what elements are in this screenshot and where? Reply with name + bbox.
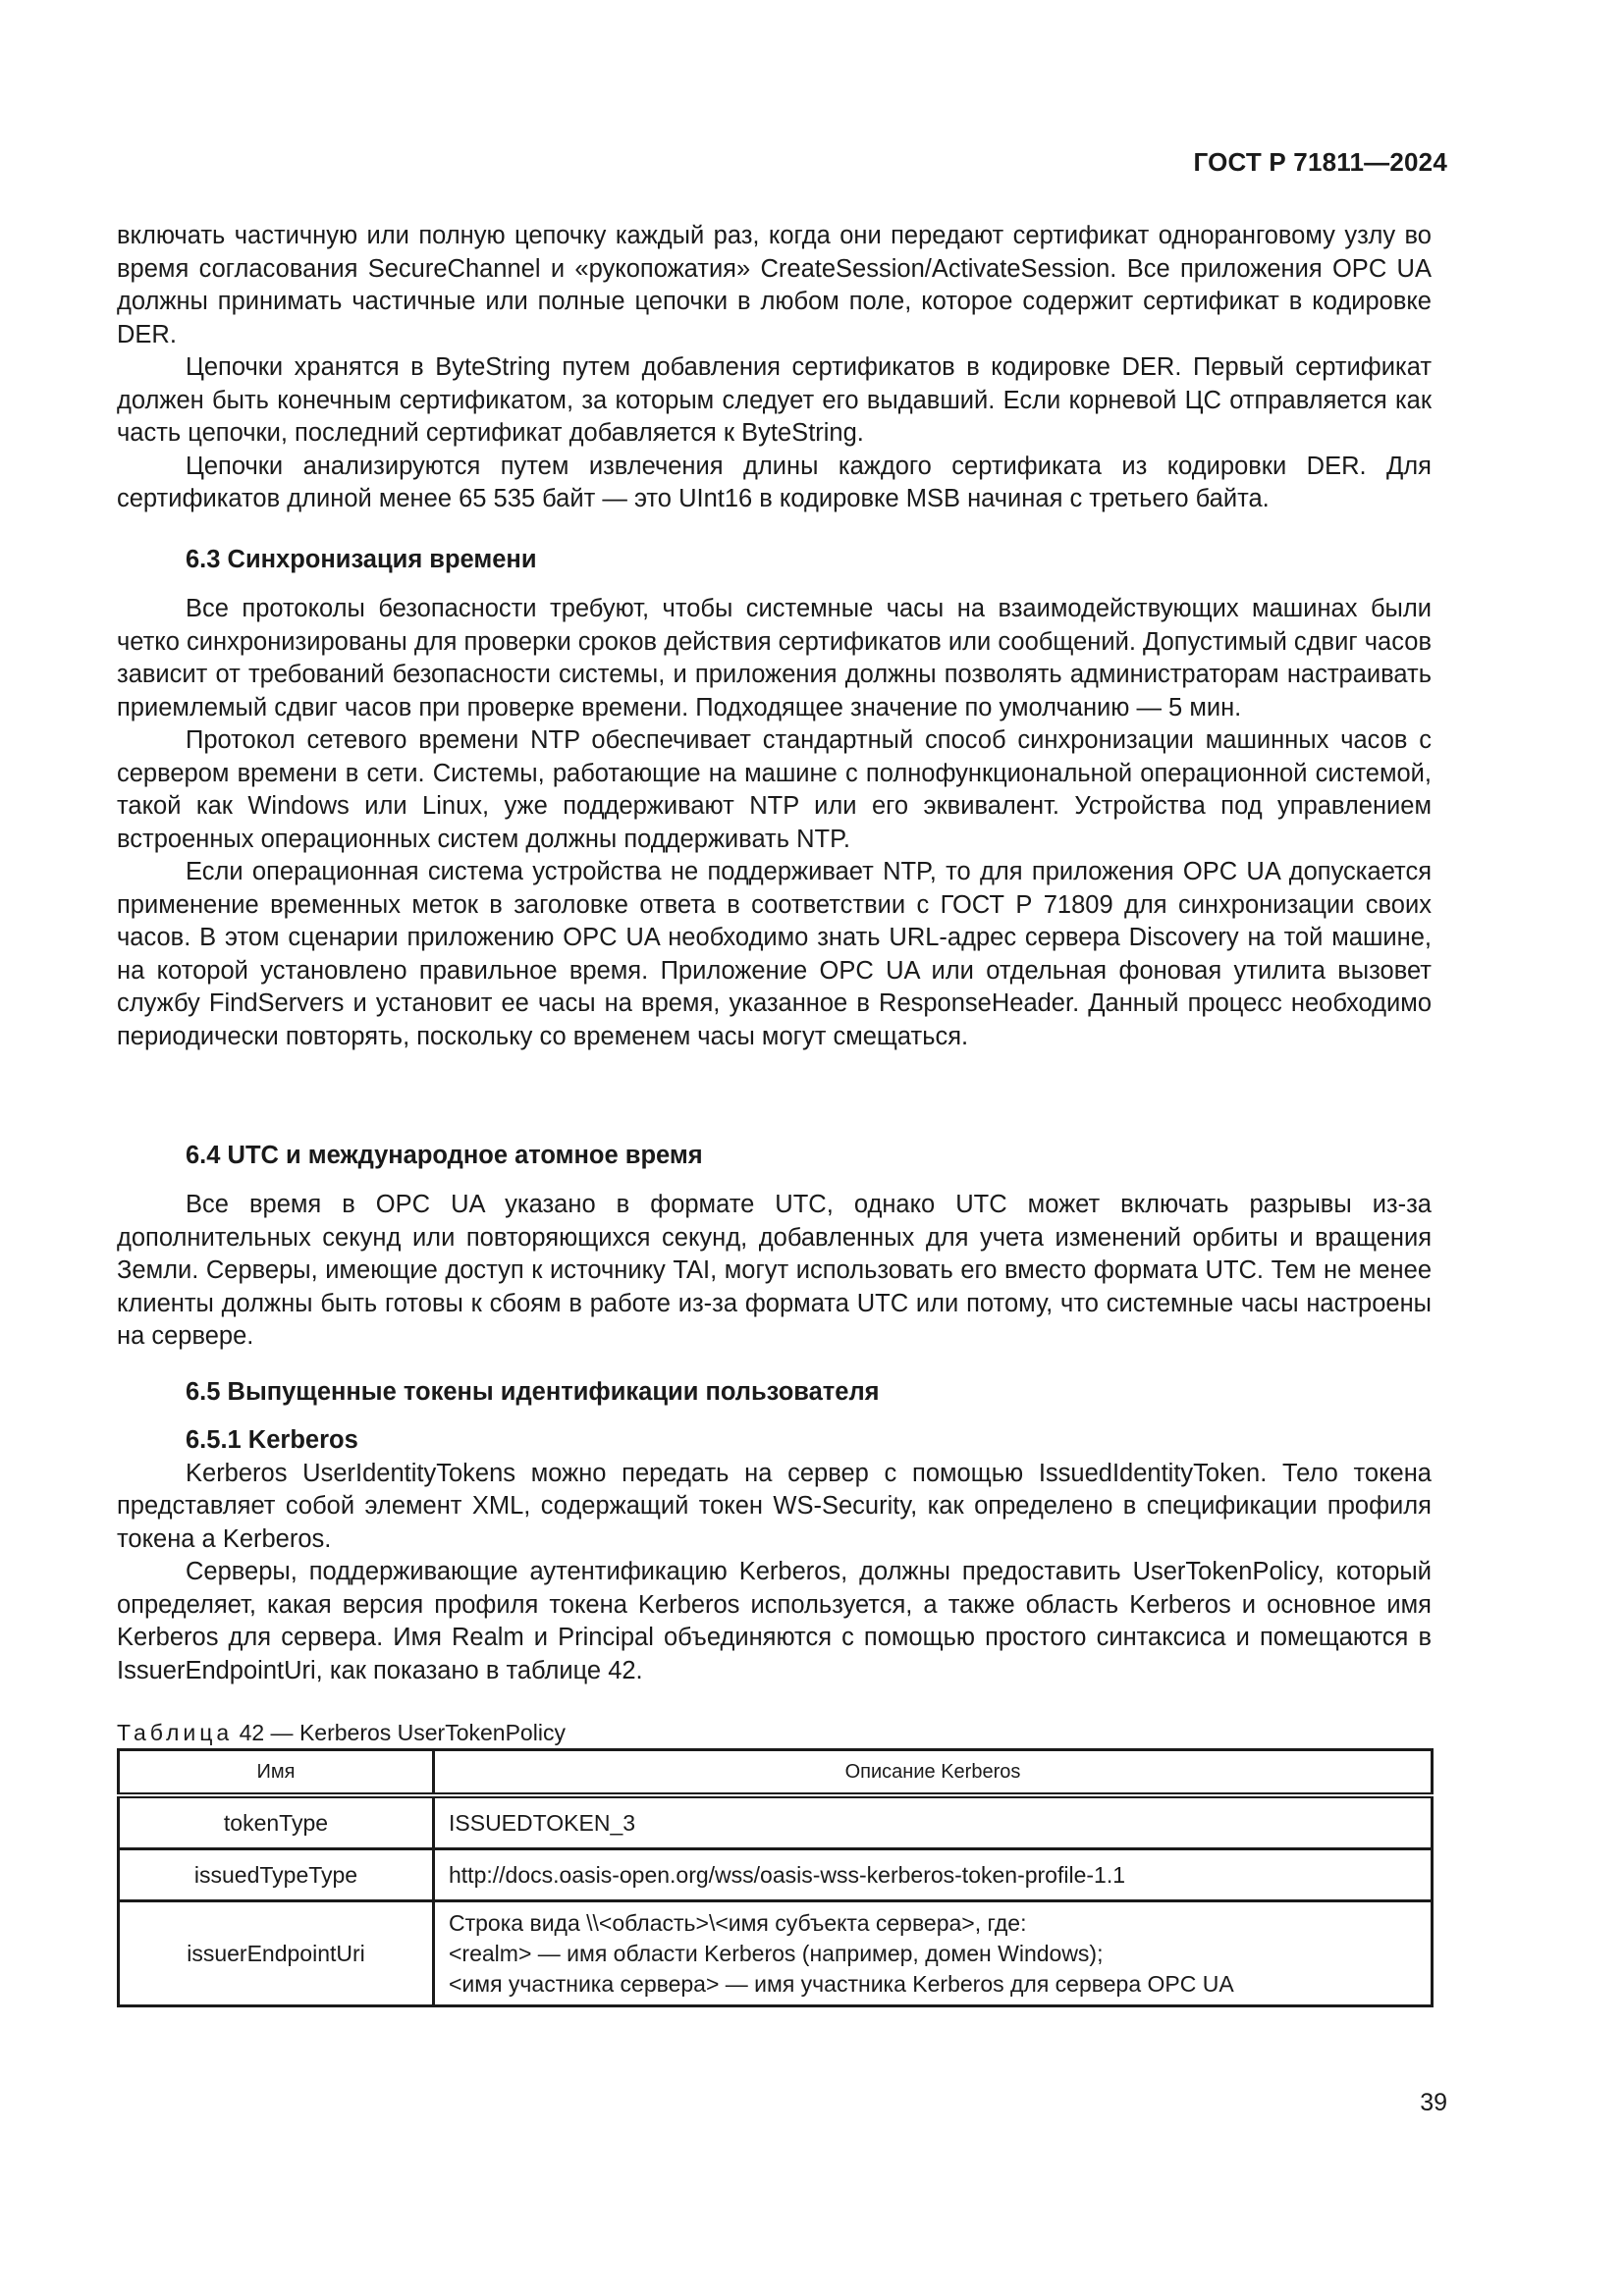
section-6-4-body — [117, 1189, 1432, 1354]
section-heading: 6.3 Синхронизация времени — [186, 546, 537, 573]
paragraph-chain-continuation — [117, 220, 1432, 516]
table-caption-prefix: Таблица — [117, 1720, 234, 1745]
section-6-5 — [117, 1376, 1432, 1410]
standard-id-header: ГОСТ Р 71811—2024 — [1193, 147, 1447, 177]
paragraph: Kerberos UserIdentityTokens можно передать на сервер с помощью IssuedIdentityToken. Тело токена представляет собой элемент XML, содержащий токен WS-Security, как определено в спецификации профиля токена а Kerberos. — [117, 1459, 1432, 1553]
description-line: <realm> — имя области Kerberos (например, домен Windows); — [449, 1940, 1104, 1966]
section-6-4 — [117, 1140, 1432, 1173]
section-heading: 6.5 Выпущенные токены идентификации пользователя — [186, 1378, 880, 1406]
table-row — [119, 1795, 1433, 1849]
cell-name: tokenType — [119, 1795, 434, 1849]
paragraph: включать частичную или полную цепочку каждый раз, когда они передают сертификат одноранговому узлу во время согласования SecureChannel и «рукопожатия» CreateSession/ActivateSession. Все приложения OPC UA должны принимать частичные или полные цепочки в любом поле, которое содержит сертификат в кодировке DER. — [117, 222, 1432, 348]
table-row — [119, 1849, 1433, 1901]
section-6-3 — [117, 544, 1432, 577]
cell-name: issuedTypeType — [119, 1849, 434, 1901]
table-caption — [117, 1718, 566, 1747]
subsection-heading: 6.5.1 Kerberos — [186, 1426, 358, 1454]
cell-name: issuerEndpointUri — [119, 1901, 434, 2006]
section-6-3-body — [117, 593, 1432, 1053]
description-line: Строка вида \\<область>\<имя субъекта сервера>, где: — [449, 1909, 1027, 1936]
cell-description — [434, 1901, 1433, 2006]
paragraph: Если операционная система устройства не поддерживает NTP, то для приложения OPC UA допускается применение временных меток в заголовке ответа в соответствии с ГОСТ Р 71809 для синхронизации своих часов. В этом сценарии приложению OPC UA необходимо знать URL-адрес сервера Discovery на той машине, на которой установлено правильное время. Приложение OPC UA или отдельная фоновая утилита вызовет службу FindServers и установит ее часы на время, указанное в ResponseHeader. Данный процесс необходимо периодически повторять, поскольку со временем часы могут смещаться. — [117, 858, 1432, 1050]
column-header-name: Имя — [119, 1750, 434, 1796]
section-heading: 6.4 UTC и международное атомное время — [186, 1142, 703, 1169]
paragraph: Протокол сетевого времени NTP обеспечивает стандартный способ синхронизации машинных часов с сервером времени в сети. Системы, работающие на машине с полнофункциональной операционной системой, такой как Windows или Linux, уже поддерживают NTP или его эквивалент. Устройства под управлением встроенных операционных систем должны поддерживать NTP. — [117, 726, 1432, 853]
table-row — [119, 1901, 1433, 2006]
paragraph: Все время в OPC UA указано в формате UTC, однако UTC может включать разрывы из-за дополнительных секунд или повторяющихся секунд, добавленных для учета изменений орбиты и вращения Земли. Серверы, имеющие доступ к источнику TAI, могут использовать его вместо формата UTC. Тем не менее клиенты должны быть готовы к сбоям в работе из-за формата UTC или потому, что системные часы настроены на сервере. — [117, 1191, 1432, 1350]
paragraph: Серверы, поддерживающие аутентификацию Kerberos, должны предоставить UserTokenPolicy, который определяет, какая версия профиля токена Kerberos используется, а также область Kerberos и основное имя Kerberos для сервера. Имя Realm и Principal объединяются с помощью простого синтаксиса и помещаются в IssuerEndpointUri, как показано в таблице 42. — [117, 1558, 1432, 1684]
paragraph: Цепочки анализируются путем извлечения длины каждого сертификата из кодировки DER. Для сертификатов длиной менее 65 535 байт — это UInt16 в кодировке MSB начиная с третьего байта. — [117, 452, 1432, 512]
kerberos-usertokenpolicy-table — [117, 1748, 1434, 2007]
cell-description: http://docs.oasis-open.org/wss/oasis-wss-kerberos-token-profile-1.1 — [434, 1849, 1433, 1901]
paragraph: Все протоколы безопасности требуют, чтобы системные часы на взаимодействующих машинах были четко синхронизированы для проверки сроков действия сертификатов или сообщений. Допустимый сдвиг часов зависит от требований безопасности системы, и приложения должны позволять администраторам настраивать приемлемый сдвиг часов при проверке времени. Подходящее значение по умолчанию — 5 мин. — [117, 595, 1432, 721]
paragraph: Цепочки хранятся в ByteString путем добавления сертификатов в кодировке DER. Первый сертификат должен быть конечным сертификатом, за которым следует его выдавший. Если корневой ЦС отправляется как часть цепочки, последний сертификат добавляется к ByteString. — [117, 353, 1432, 447]
table-caption-title: 42 — Kerberos UserTokenPolicy — [233, 1720, 566, 1745]
cell-description: ISSUEDTOKEN_3 — [434, 1795, 1433, 1849]
table-header-row — [119, 1750, 1433, 1796]
description-line: <имя участника сервера> — имя участника Kerberos для сервера OPC UA — [449, 1970, 1234, 1997]
section-6-5-1 — [117, 1424, 1432, 1687]
page-number: 39 — [1420, 2089, 1447, 2116]
column-header-description: Описание Kerberos — [434, 1750, 1433, 1796]
